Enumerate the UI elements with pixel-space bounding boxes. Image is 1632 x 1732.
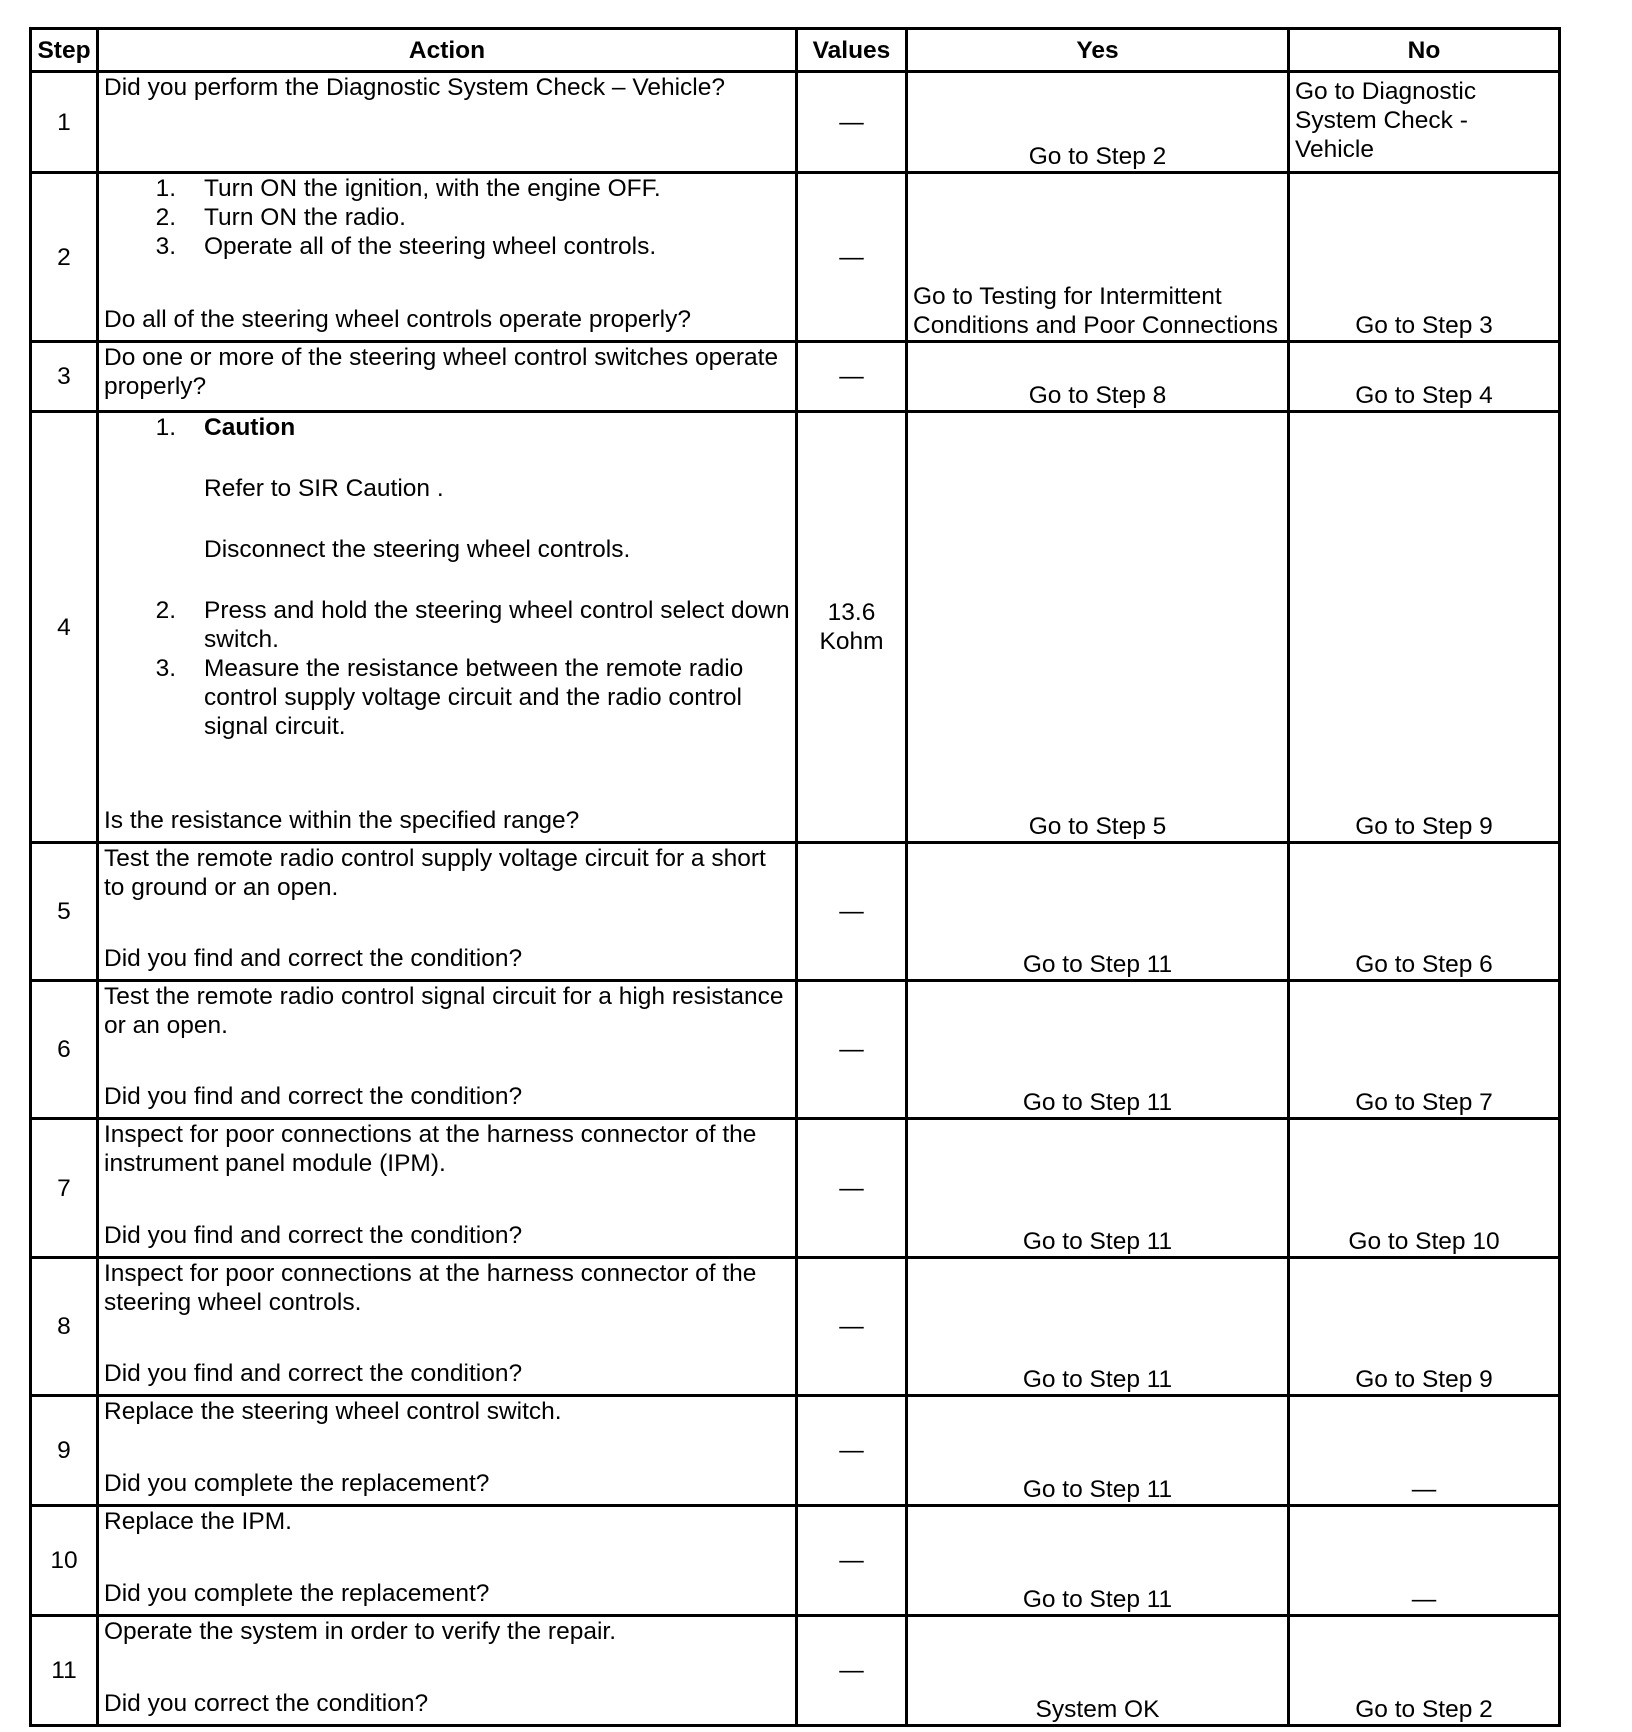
yes-cell: Go to Step 11 [907,843,1289,981]
step-number: 9 [31,1396,98,1506]
action-question: Did you find and correct the condition? [104,1083,523,1110]
action-question: Did you find and correct the condition? [104,1222,523,1249]
yes-cell: System OK [907,1616,1289,1726]
yes-cell: Go to Step 11 [907,1396,1289,1506]
step-number: 11 [31,1616,98,1726]
yes-cell: Go to Step 11 [907,981,1289,1119]
yes-cell: Go to Step 11 [907,1258,1289,1396]
no-cell: — [1289,1396,1560,1506]
header-step: Step [31,29,98,72]
no-cell: Go to Step 10 [1289,1119,1560,1258]
action-question: Do all of the steering wheel controls operate properly? [104,306,691,333]
header-action: Action [98,29,797,72]
values-cell: — [797,1119,907,1258]
step-number: 1 [31,72,98,173]
yes-cell: Go to Step 11 [907,1506,1289,1616]
table-row [31,981,1560,1119]
action-cell [98,1616,797,1726]
action-list-item: 2. Turn ON the radio. [155,204,406,231]
no-cell: Go to Diagnostic System Check - Vehicle [1289,72,1560,173]
action-question: Is the resistance within the specified range? [104,807,580,834]
action-cell [98,981,797,1119]
table-row [31,173,1560,342]
value-unit: Kohm [819,628,884,655]
caution-text: Refer to SIR Caution . [204,475,444,502]
table-row [31,1616,1560,1726]
action-cell: Do one or more of the steering wheel control switches operate properly? [98,342,797,412]
header-values: Values [797,29,907,72]
step-number: 8 [31,1258,98,1396]
caution-step-text: Disconnect the steering wheel controls. [204,536,631,563]
table-row [31,412,1560,843]
no-cell: Go to Step 4 [1289,342,1560,412]
table-row [31,1506,1560,1616]
action-text: Replace the IPM. [104,1508,292,1535]
step-number: 7 [31,1119,98,1258]
step-number: 2 [31,173,98,342]
table-row [31,1258,1560,1396]
yes-cell: Go to Step 8 [907,342,1289,412]
table-row [31,72,1560,173]
step-number: 3 [31,342,98,412]
no-cell: Go to Step 7 [1289,981,1560,1119]
action-cell [98,173,797,342]
action-text: Test the remote radio control supply voltage circuit for a short to ground or an open. [104,845,766,901]
values-cell: — [797,1396,907,1506]
action-list-item: 2. Press and hold the steering wheel control select down switch. [155,597,790,653]
action-list-item: 1. Caution [104,413,790,442]
yes-cell: Go to Step 2 [907,72,1289,173]
header-row [31,29,1560,72]
diagnostic-table-container [29,27,1561,1727]
table-row [31,342,1560,412]
action-cell [98,843,797,981]
values-cell: — [797,843,907,981]
action-question: Did you correct the condition? [104,1690,429,1717]
yes-cell: Go to Step 5 [907,412,1289,843]
action-cell [98,1258,797,1396]
values-cell: — [797,1616,907,1726]
step-number: 6 [31,981,98,1119]
action-text: Replace the steering wheel control switch. [104,1398,562,1425]
action-text: Test the remote radio control signal circuit for a high resistance or an open. [104,983,784,1039]
diagnostic-table [29,27,1561,1727]
values-cell: — [797,1506,907,1616]
no-cell: Go to Step 9 [1289,1258,1560,1396]
table-row [31,843,1560,981]
no-cell: — [1289,1506,1560,1616]
action-question: Did you complete the replacement? [104,1470,490,1497]
no-cell: Go to Step 2 [1289,1616,1560,1726]
value-number: 13.6 [827,599,876,626]
step-number: 10 [31,1506,98,1616]
action-text: Operate the system in order to verify the repair. [104,1618,617,1645]
step-number: 5 [31,843,98,981]
action-cell [98,1396,797,1506]
action-text: Inspect for poor connections at the harness connector of the steering wheel controls. [104,1260,757,1316]
action-cell [98,412,797,843]
header-no: No [1289,29,1560,72]
step-number: 4 [31,412,98,843]
action-cell [98,1119,797,1258]
no-cell: Go to Step 6 [1289,843,1560,981]
values-cell [797,412,907,843]
action-list-item: 1. Turn ON the ignition, with the engine OFF. [155,175,661,202]
action-cell: Did you perform the Diagnostic System Check – Vehicle? [98,72,797,173]
action-question: Did you complete the replacement? [104,1580,490,1607]
values-cell: — [797,173,907,342]
yes-cell: Go to Testing for Intermittent Conditions and Poor Connections [907,173,1289,342]
no-cell: Go to Step 3 [1289,173,1560,342]
action-cell [98,1506,797,1616]
values-cell: — [797,1258,907,1396]
header-yes: Yes [907,29,1289,72]
action-text: Inspect for poor connections at the harness connector of the instrument panel module (IPM). [104,1121,757,1177]
action-list-item: 3. Operate all of the steering wheel controls. [155,233,657,260]
action-list-item: 3. Measure the resistance between the remote radio control supply voltage circuit and the radio control signal circuit. [155,655,744,740]
table-row [31,1119,1560,1258]
action-question: Did you find and correct the condition? [104,945,523,972]
caution-label: Caution [204,414,296,441]
table-row [31,1396,1560,1506]
values-cell: — [797,72,907,173]
no-cell: Go to Step 9 [1289,412,1560,843]
values-cell: — [797,342,907,412]
yes-cell: Go to Step 11 [907,1119,1289,1258]
values-cell: — [797,981,907,1119]
action-question: Did you find and correct the condition? [104,1360,523,1387]
